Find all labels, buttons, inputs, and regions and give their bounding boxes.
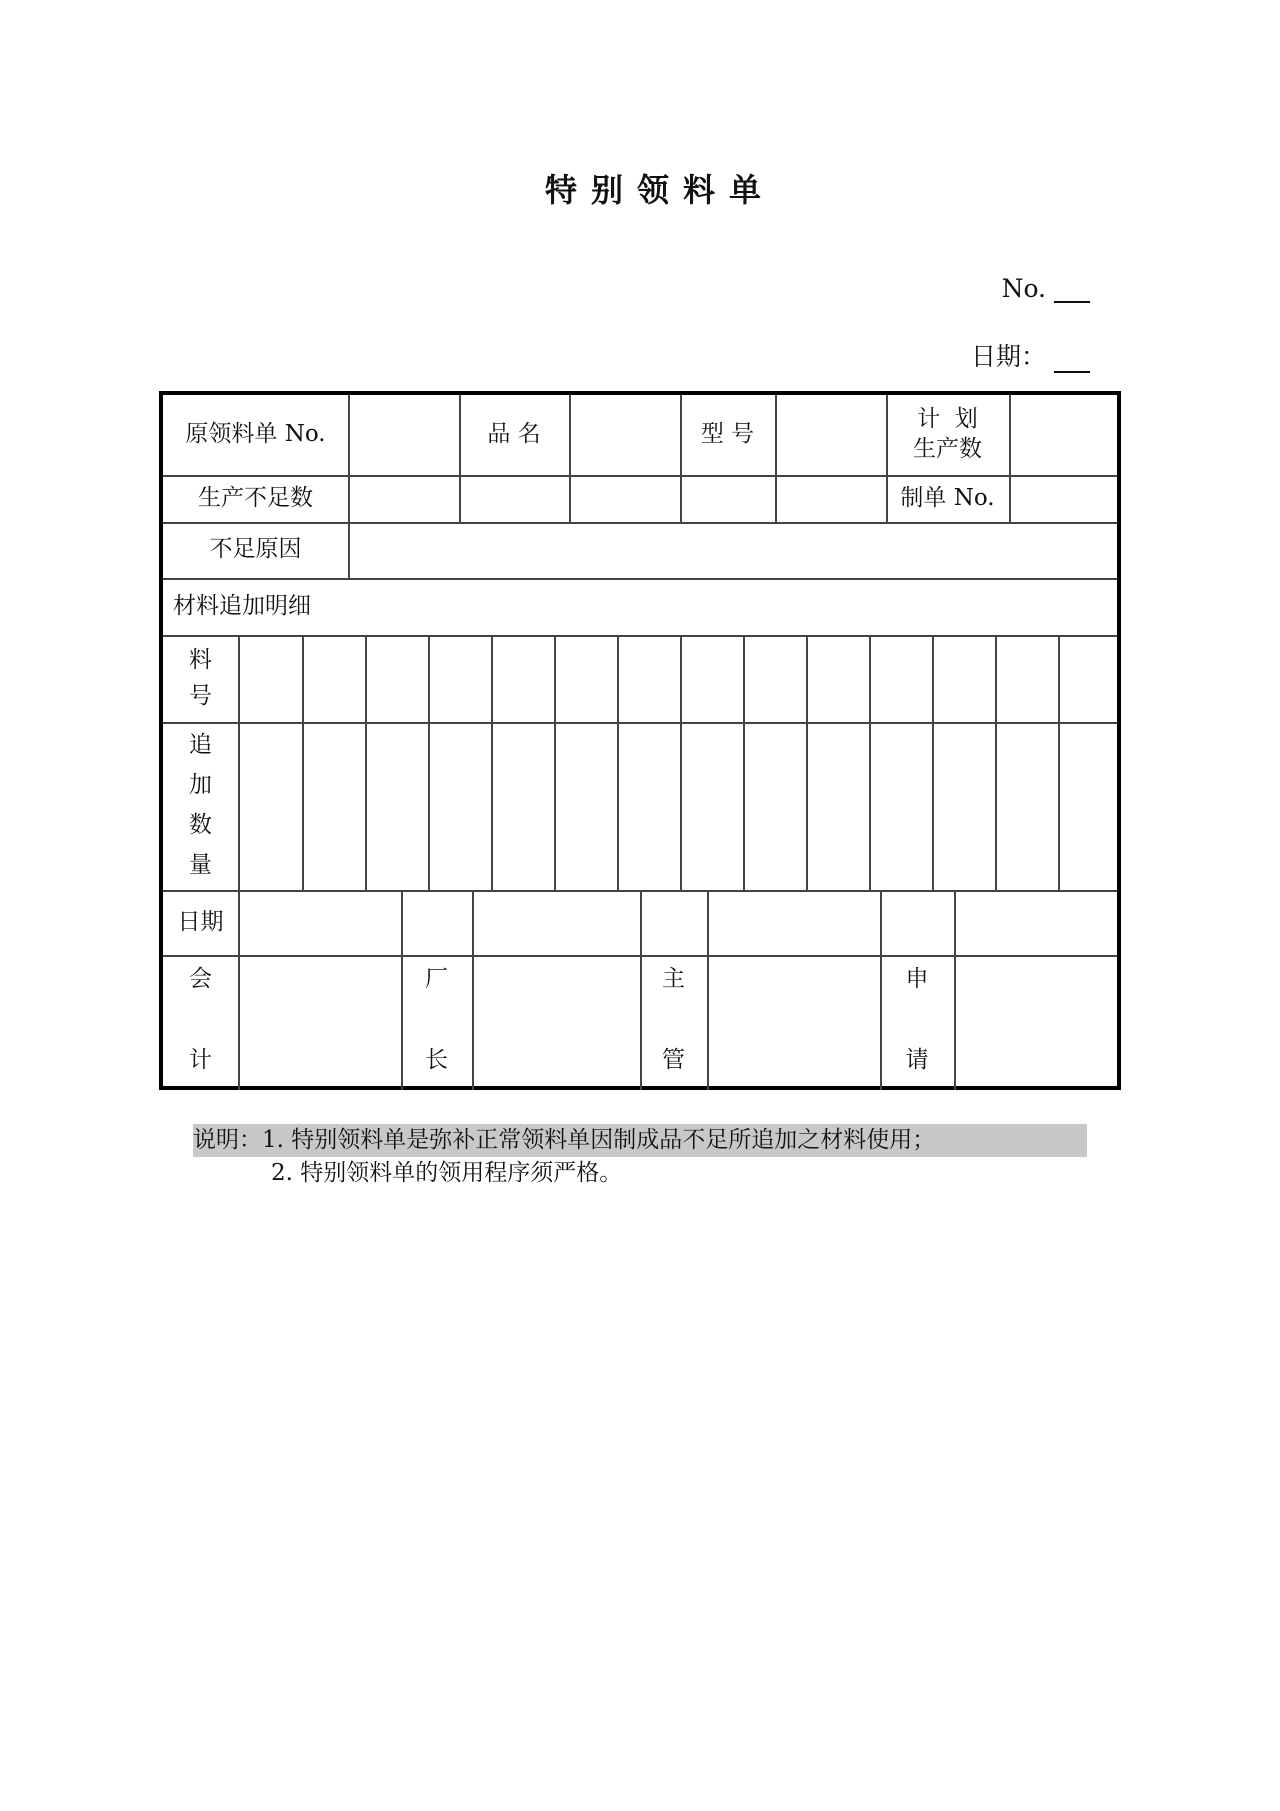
document-date-field[interactable]: [1054, 351, 1090, 373]
supervisor-signature-field[interactable]: [709, 957, 880, 1086]
model-field[interactable]: [777, 395, 886, 475]
shortage-quantity-field-5[interactable]: [777, 475, 886, 522]
accounting-label-char: 计: [189, 1047, 212, 1074]
applicant-label-char: 请: [905, 1047, 929, 1074]
applicant-label-char: 申: [905, 966, 929, 992]
applicant-label: [880, 955, 954, 1086]
original-requisition-no-field[interactable]: [350, 395, 459, 475]
shortage-reason-field[interactable]: [350, 522, 1117, 578]
date-row-label: 日期: [177, 908, 224, 935]
accounting-label: [163, 955, 238, 1086]
model-label: 型 号: [700, 421, 755, 448]
production-order-no-field[interactable]: [1011, 475, 1117, 522]
supervisor-label: [640, 955, 707, 1086]
planned-quantity-label: [886, 395, 1009, 475]
shortage-quantity-label: 生产不足数: [198, 484, 313, 511]
material-number-row-inputs[interactable]: [240, 637, 1117, 722]
planned-quantity-label-line1: 计 划: [917, 406, 978, 433]
shortage-quantity-field-4[interactable]: [682, 475, 775, 522]
production-order-no-label: 制单 No.: [900, 484, 995, 511]
notes-section: [193, 1124, 1087, 1190]
material-number-label-char: 料: [189, 646, 212, 673]
accounting-signature-field[interactable]: [240, 957, 401, 1086]
material-details-header: 材料追加明细: [173, 592, 311, 619]
accounting-label-char: 会: [189, 966, 212, 992]
added-quantity-label-char: 加: [189, 772, 212, 799]
shortage-quantity-field-3[interactable]: [571, 475, 680, 522]
note-line-1: 说明：1. 特别领料单是弥补正常领料单因制成品不足所追加之材料使用；: [193, 1124, 1087, 1157]
added-quantity-label: [163, 722, 238, 890]
shortage-reason-label: 不足原因: [209, 536, 302, 563]
shortage-quantity-field-1[interactable]: [350, 475, 459, 522]
date-row-inputs[interactable]: [240, 892, 1117, 955]
factory-director-label-char: 长: [425, 1047, 448, 1074]
shortage-quantity-field-2[interactable]: [461, 475, 569, 522]
added-quantity-label-char: 数: [189, 812, 212, 838]
factory-director-signature-field[interactable]: [474, 957, 640, 1086]
material-number-label-char: 号: [189, 682, 212, 709]
added-quantity-row-inputs[interactable]: [240, 724, 1117, 890]
document-number-label: No.: [1001, 274, 1046, 303]
supervisor-label-char: 主: [662, 966, 685, 992]
planned-quantity-field[interactable]: [1011, 395, 1117, 475]
document-date: [971, 337, 1090, 373]
factory-director-label: [401, 955, 472, 1086]
supervisor-label-char: 管: [662, 1047, 685, 1074]
product-name-label: 品 名: [487, 421, 541, 448]
document-number: [1002, 274, 1090, 303]
original-requisition-no-label: 原领料单 No.: [185, 421, 326, 448]
document-title: 特别领料单: [544, 171, 775, 209]
product-name-field[interactable]: [571, 395, 680, 475]
added-quantity-label-char: 量: [189, 851, 212, 878]
applicant-signature-field[interactable]: [956, 957, 1117, 1086]
document-date-label: 日期：: [970, 342, 1046, 371]
planned-quantity-label-line2: 生产数: [913, 436, 982, 462]
document-number-field[interactable]: [1054, 281, 1090, 303]
added-quantity-label-char: 追: [189, 732, 212, 759]
requisition-form: [159, 391, 1121, 1090]
note-line-2: 2. 特别领料单的领用程序须严格。: [271, 1160, 623, 1186]
material-number-label: [163, 635, 238, 722]
factory-director-label-char: 厂: [425, 966, 448, 992]
